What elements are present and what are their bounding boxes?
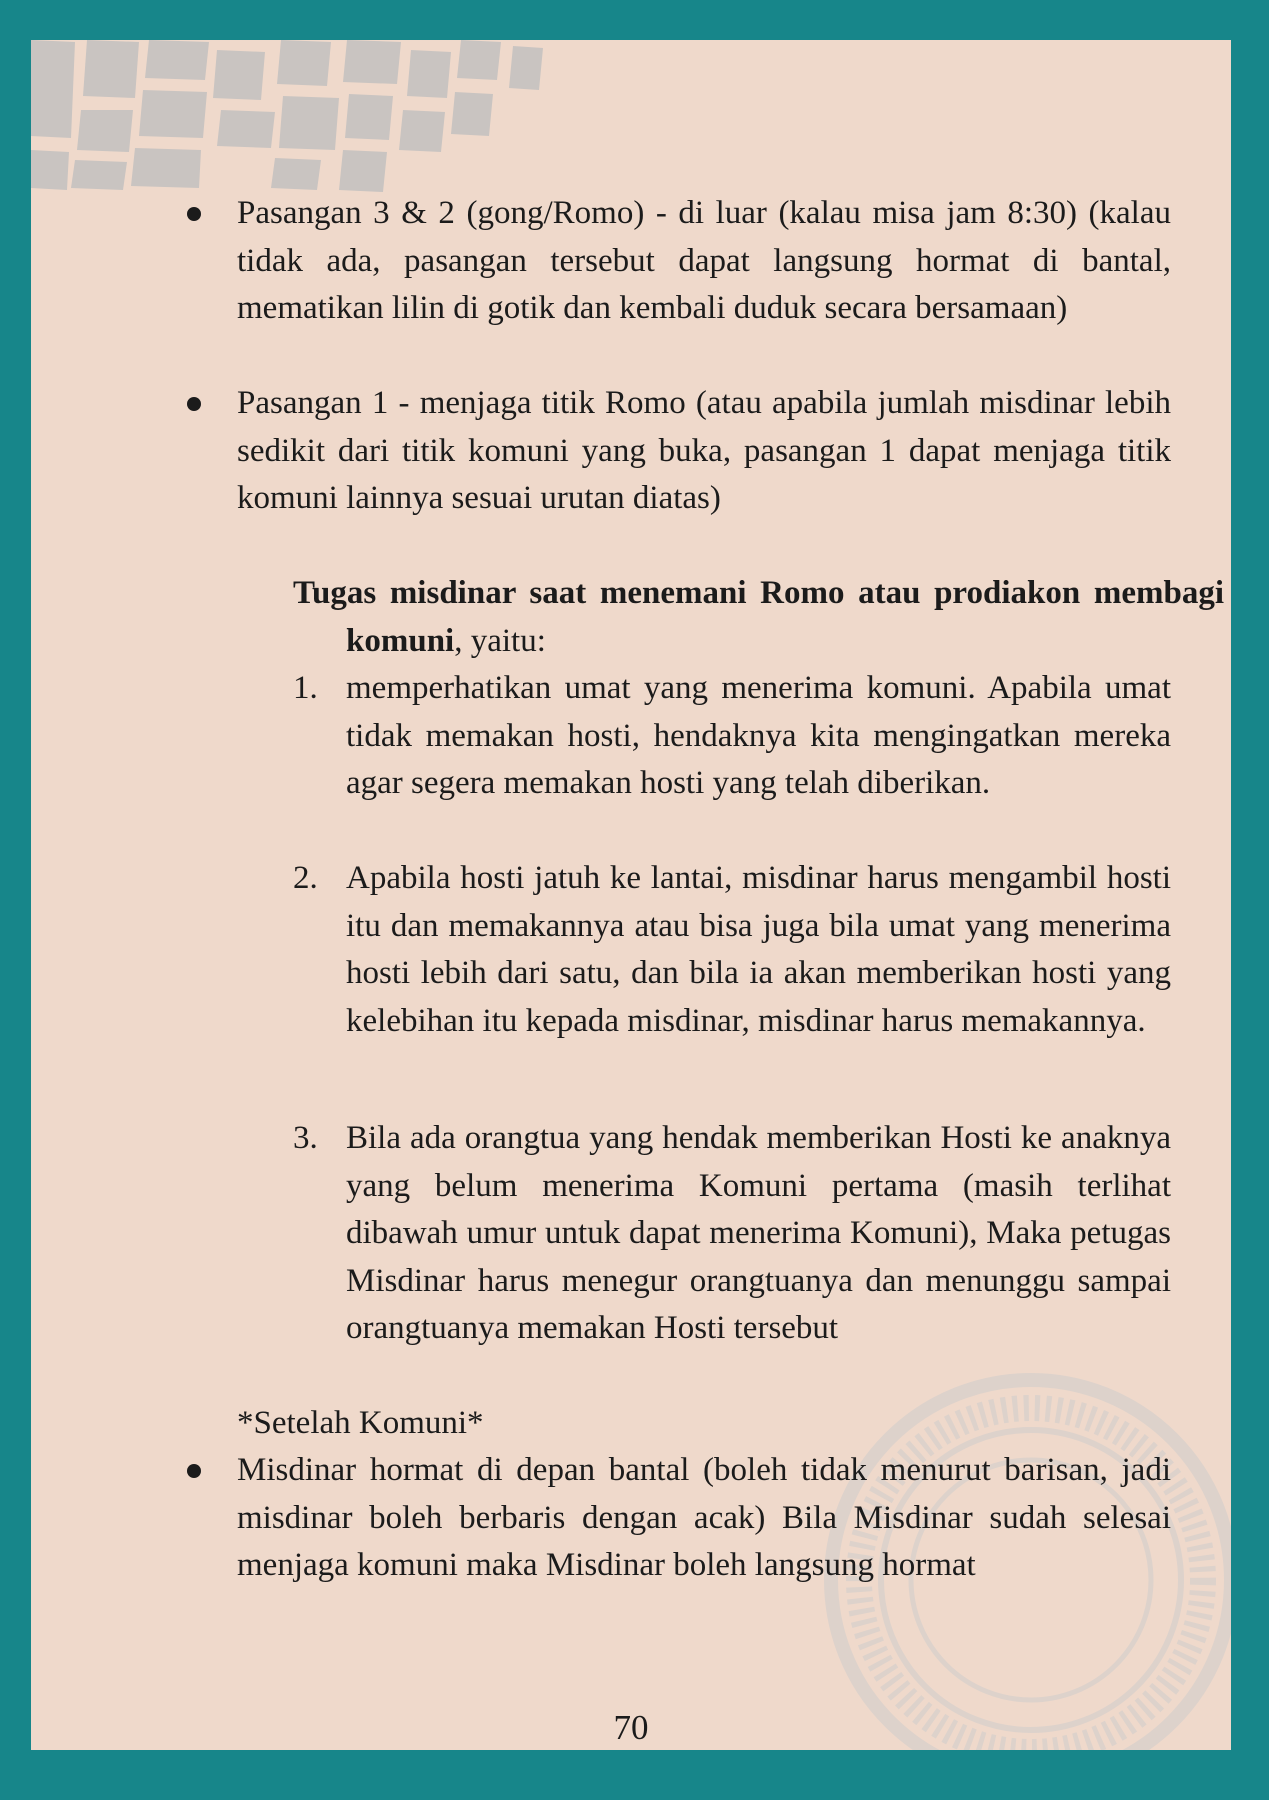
item-number: 3. (293, 1120, 318, 1156)
bullet-item (237, 190, 1171, 333)
bullet-text: Pasangan 1 - menjaga titik Romo (atau apabila jumlah misdinar lebih sedikit dari titik komuni yang buka, pasangan 1 dapat menjaga titik komuni lainnya sesuai urutan diatas) (237, 385, 1171, 516)
item-text: Bila ada orangtua yang hendak memberikan Hosti ke anaknya yang belum menerima Komuni pertama (masih terlihat dibawah umur untuk dapat menerima Komuni), Maka petugas Misdinar harus menegur orangtuanya dan menunggu sampai orangtuanya memakan Hosti tersebut (346, 1120, 1171, 1346)
numbered-item (293, 665, 1171, 808)
item-text: Apabila hosti jatuh ke lantai, misdinar harus mengambil hosti itu dan memakannya atau bisa juga bila umat yang menerima hosti lebih dari satu, dan bila ia akan memberikan hosti yang kelebihan itu kepada misdinar, misdinar harus memakannya. (346, 860, 1171, 1039)
tasks-heading (293, 570, 1224, 665)
section-heading-after-communion: *Setelah Komuni* (237, 1405, 484, 1441)
bullet-icon (187, 1464, 201, 1478)
bullet-item (237, 1447, 1171, 1590)
numbered-item (293, 1115, 1171, 1353)
tasks-heading-rest: , yaitu: (454, 622, 546, 659)
bullet-item (237, 380, 1171, 523)
tasks-heading-bold: Tugas misdinar saat menemani Romo atau prodiakon membagi komuni (293, 575, 1224, 659)
bullet-icon (187, 207, 201, 221)
page-number: 70 (613, 1708, 649, 1747)
page-content (31, 40, 1231, 1750)
item-number: 2. (293, 860, 318, 896)
page (31, 40, 1231, 1750)
item-text: memperhatikan umat yang menerima komuni. Apabila umat tidak memakan hosti, hendaknya kita mengingatkan mereka agar segera memakan hosti yang telah diberikan. (346, 670, 1171, 801)
bullet-text: Misdinar hormat di depan bantal (boleh tidak menurut barisan, jadi misdinar boleh berbaris dengan acak) Bila Misdinar sudah selesai menjaga komuni maka Misdinar boleh langsung hormat (237, 1452, 1171, 1583)
numbered-item (293, 855, 1171, 1045)
item-number: 1. (293, 670, 318, 706)
bullet-icon (187, 397, 201, 411)
bullet-text: Pasangan 3 & 2 (gong/Romo) - di luar (kalau misa jam 8:30) (kalau tidak ada, pasangan tersebut dapat langsung hormat di bantal, mematikan lilin di gotik dan kembali duduk secara bersamaan) (237, 195, 1171, 326)
